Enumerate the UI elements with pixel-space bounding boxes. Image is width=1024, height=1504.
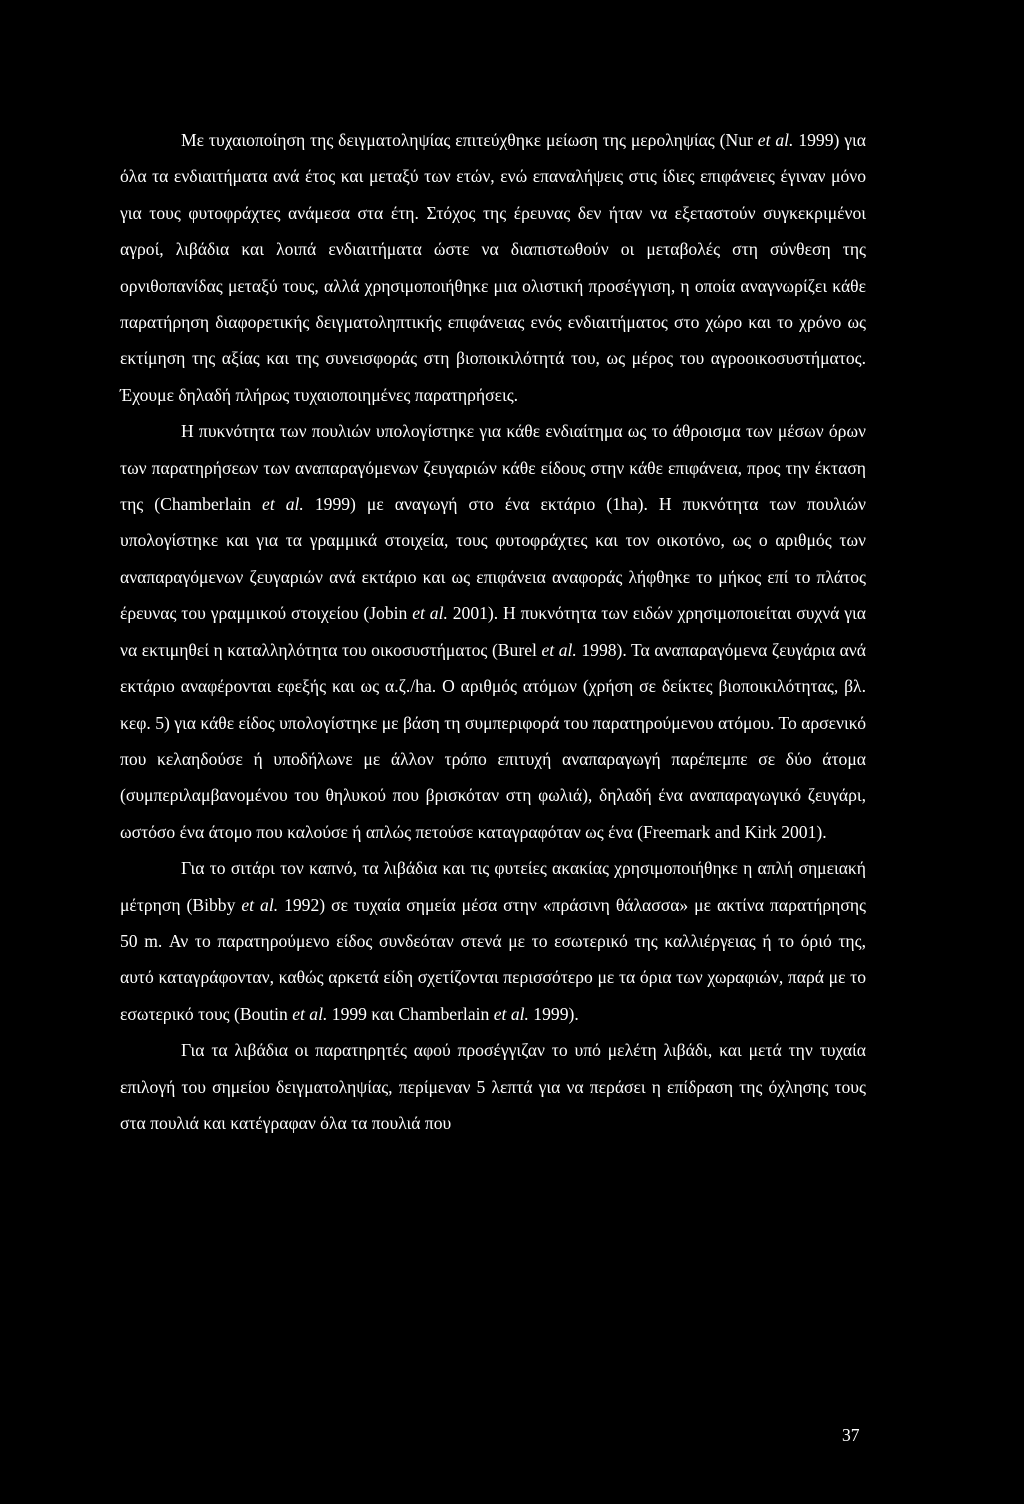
citation-et-al: et al.: [292, 1003, 328, 1024]
citation-et-al: et al.: [757, 130, 794, 150]
citation-et-al: et al.: [412, 603, 448, 624]
paragraph-text: Με τυχαιοποίηση της δειγματοληψίας επιτεύχθηκε μείωση της μεροληψίας (Nur: [181, 130, 758, 150]
document-body: [120, 122, 866, 1141]
page-number: 37: [842, 1425, 860, 1445]
citation-et-al: et al.: [262, 494, 304, 515]
citation-et-al: et al.: [541, 639, 577, 660]
paragraph-text: 1999).: [528, 1003, 579, 1024]
paragraph-text: 1999 και Chamberlain: [327, 1003, 494, 1024]
paragraph-text: Η πυκνότητα των πουλιών υπολογίστηκε για κάθε ενδιαίτημα ως το άθροισμα των μέσων όρων των παρατηρήσεων των αναπαραγόμενων ζευγαριών κάθε είδους στην κάθε επιφάνεια, προς την έκταση της (Chamberlain: [120, 421, 866, 515]
paragraph-text: 1992) σε τυχαία σημεία μέσα στην «πράσινη θάλασσα» με ακτίνα παρατήρησης 50 m. Αν το παρατηρούμενο είδος συνδεόταν στενά με το εσωτερικό της καλλιέργειας ή το όριό της, αυτό καταγράφονταν, καθώς αρκετά είδη σχετίζονται περισσότερο με τα όρια των χωραφιών, παρά με το εσωτερικό τους (Boutin: [120, 894, 866, 1024]
paragraph-text: Για το σιτάρι τον καπνό, τα λιβάδια και τις φυτείες ακακίας χρησιμοποιήθηκε η απλή σημειακή μέτρηση (Bibby: [120, 858, 866, 915]
paragraph-3: [120, 850, 866, 1032]
paragraph-text: 2001). Η πυκνότητα των ειδών χρησιμοποιείται συχνά για να εκτιμηθεί η καταλληλότητα του οικοσυστήματος (Burel: [120, 603, 866, 660]
paragraph-text: 1999) με αναγωγή στο ένα εκτάριο (1ha). Η πυκνότητα των πουλιών υπολογίστηκε και για τα γραμμικά στοιχεία, τους φυτοφράχτες και τον οικοτόνο, ως ο αριθμός των αναπαραγόμενων ζευγαριών ανά εκτάριο και ως επιφάνεια αναφοράς λήφθηκε το μήκος επί το πλάτος έρευνας του γραμμικού στοιχείου (Jobin: [120, 494, 866, 624]
citation-et-al: et al.: [241, 894, 279, 915]
paragraph-2: [120, 413, 866, 850]
paragraph-text: Για τα λιβάδια οι παρατηρητές αφού προσέγγιζαν το υπό μελέτη λιβάδι, και μετά την τυχαία επιλογή του σημείου δειγματοληψίας, περίμεναν 5 λεπτά για να περάσει η επίδραση της όχλησης τους στα πουλιά και κατέγραφαν όλα τα πουλιά που: [120, 1040, 866, 1133]
paragraph-4: [120, 1032, 866, 1141]
paragraph-1: [120, 122, 866, 413]
paragraph-text: 1999) για όλα τα ενδιαιτήματα ανά έτος και μεταξύ των ετών, ενώ επαναλήψεις στις ίδιες επιφάνειες έγιναν μόνο για τους φυτοφράχτες ανάμεσα στα έτη. Στόχος της έρευνας δεν ήταν να εξεταστούν συγκεκριμένοι αγροί, λιβάδια και λοιπά ενδιαιτήματα ώστε να διαπιστωθούν οι μεταβολές στη σύνθεση της ορνιθοπανίδας μεταξύ τους, αλλά χρησιμοποιήθηκε μια ολιστική προσέγγιση, η οποία αναγνωρίζει κάθε παρατήρηση διαφορετικής δειγματοληπτικής επιφάνειας ενός ενδιαιτήματος στο χώρο και το χρόνο ως εκτίμηση της αξίας και της συνεισφοράς στη βιοποικιλότητά του, ως μέρος του αγροοικοσυστήματος. Έχουμε δηλαδή πλήρως τυχαιοποιημένες παρατηρήσεις.: [120, 130, 866, 405]
paragraph-text: 1998). Τα αναπαραγόμενα ζευγάρια ανά εκτάριο αναφέρονται εφεξής και ως α.ζ./ha. Ο αριθμός ατόμων (χρήση σε δείκτες βιοποικιλότητας, βλ. κεφ. 5) για κάθε είδος υπολογίστηκε με βάση τη συμπεριφορά του παρατηρούμενου ατόμου. Το αρσενικό που κελαηδούσε ή υποδήλωνε με άλλον τρόπο επιτυχή αναπαραγωγή παρέπεμπε σε δύο άτομα (συμπεριλαμβανομένου του θηλυκού που βρισκόταν στη φωλιά), δηλαδή ένα αναπαραγωγικό ζευγάρι, ωστόσο ένα άτομο που καλούσε ή απλώς πετούσε καταγραφόταν ως ένα (Freemark and Kirk 2001).: [120, 639, 867, 842]
citation-et-al: et al.: [493, 1003, 529, 1024]
